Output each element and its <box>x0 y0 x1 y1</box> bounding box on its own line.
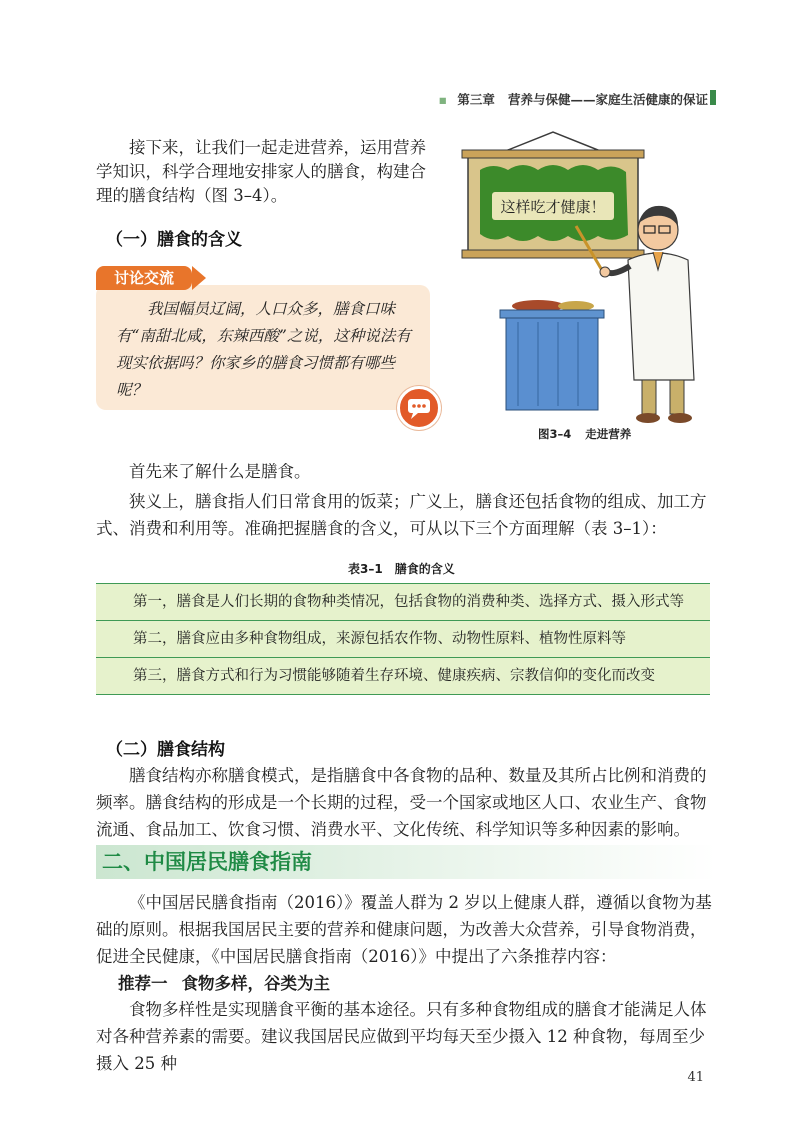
para-first: 首先来了解什么是膳食。 <box>129 462 311 481</box>
definition-table <box>96 583 710 695</box>
header-dot-icon: ▪ <box>438 92 448 107</box>
discussion-tab: 讨论交流 <box>96 266 192 290</box>
para-guide: 《中国居民膳食指南（2016）》覆盖人群为 2 岁以上健康人群，遵循以食物为基础的原则。根据我国居民主要的营养和健康问题，为改善大众营养，引导食物消费，促进全民健康，《中国居民膳食指南（2016）》中提出了六条推荐内容： <box>96 893 712 966</box>
table-title: 膳食的含义 <box>394 562 455 576</box>
table-row: 第三，膳食方式和行为习惯能够随着生存环境、健康疾病、宗教信仰的变化而改变 <box>96 658 710 695</box>
page-number: 41 <box>687 1070 704 1085</box>
para-structure: 膳食结构亦称膳食模式，是指膳食中各食物的品种、数量及其所占比例和消费的频率。膳食结构的形成是一个长期的过程，受一个国家或地区人口、农业生产、食物流通、食品加工、饮食习惯、消费水平、文化传统、科学知识等多种因素的影响。 <box>96 766 707 839</box>
recommendation-label: 推荐一 <box>118 974 168 993</box>
para-narrow: 狭义上，膳食指人们日常食用的饭菜；广义上，膳食还包括食物的组成、加工方式、消费和利用等。准确把握膳食的含义，可从以下三个方面理解（表 3–1）： <box>96 492 707 538</box>
chapter-title: 营养与保健——家庭生活健康的保证 <box>507 92 708 107</box>
figure-number: 图3–4 <box>538 427 572 441</box>
table-row: 第一，膳食是人们长期的食物种类情况，包括食物的消费种类、选择方式、摄入形式等 <box>96 584 710 621</box>
section-2-heading: （二）膳食结构 <box>106 740 225 760</box>
header-accent-bar <box>710 90 716 105</box>
section-1-heading: （一）膳食的含义 <box>106 230 242 250</box>
main-section-title: 二、中国居民膳食指南 <box>96 845 716 879</box>
intro-paragraph: 接下来，让我们一起走进营养，运用营养学知识，科学合理地安排家人的膳食，构建合理的膳食结构（图 3–4）。 <box>96 138 426 205</box>
discussion-text: 我国幅员辽阔，人口众多，膳食口味有“南甜北咸，东辣西酸”之说，这种说法有现实依据吗？你家乡的膳食习惯都有哪些呢？ <box>116 300 411 399</box>
speech-bubble-icon <box>397 386 441 430</box>
figure-caption <box>538 426 631 442</box>
table-caption <box>348 560 455 577</box>
recommendation-title: 食物多样，谷类为主 <box>181 974 330 993</box>
chapter-number: 第三章 <box>457 92 495 107</box>
figure-title: 走进营养 <box>585 427 632 441</box>
recommendation-heading <box>118 970 330 994</box>
running-header <box>439 90 708 108</box>
board-text: 这样吃才健康！ <box>500 198 606 216</box>
nutrition-figure <box>458 130 708 430</box>
para-variety: 食物多样性是实现膳食平衡的基本途径。只有多种食物组成的膳食才能满足人体对各种营养素的需要。建议我国居民应做到平均每天至少摄入 12 种食物，每周至少摄入 25 种 <box>96 1000 707 1073</box>
table-number: 表3–1 <box>348 562 383 576</box>
table-row: 第二，膳食应由多种食物组成，来源包括农作物、动物性原料、植物性原料等 <box>96 621 710 658</box>
